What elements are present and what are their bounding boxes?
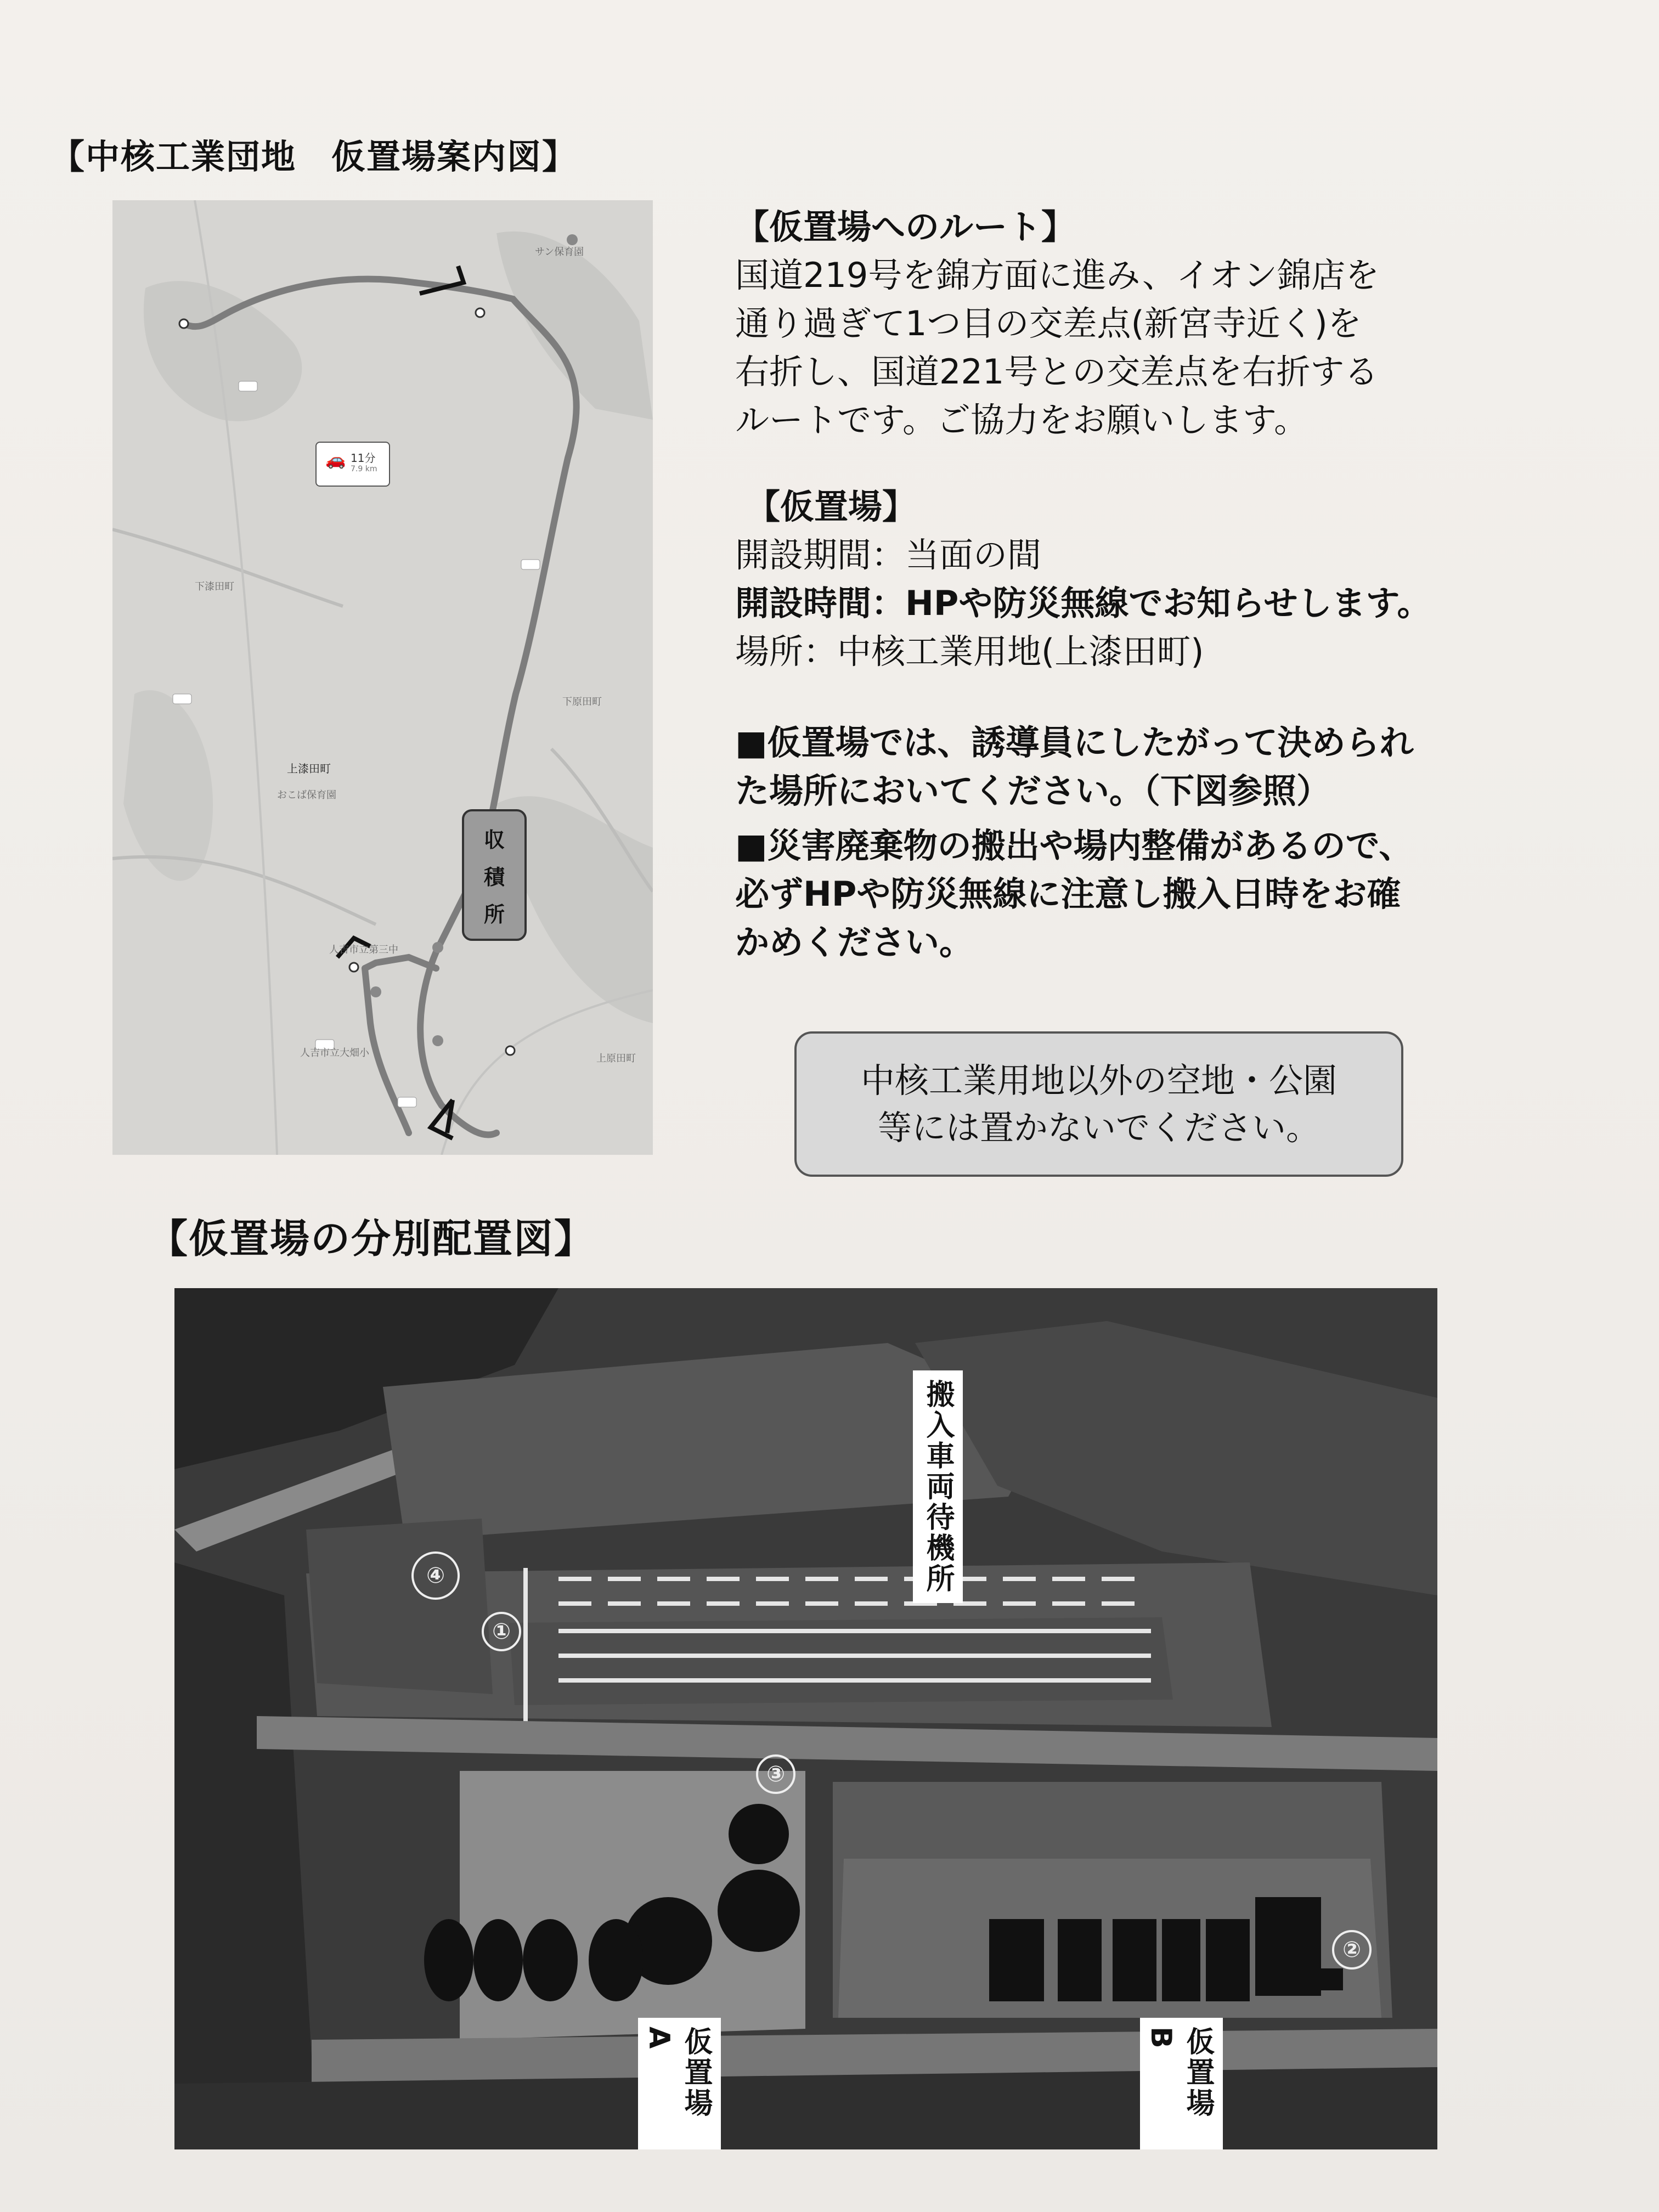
map-label-school3: 人吉市立第三中 bbox=[329, 944, 398, 956]
area-number-1: ① bbox=[482, 1612, 521, 1651]
waste-bin-circle bbox=[589, 1919, 644, 2001]
area-number-3: ③ bbox=[756, 1754, 795, 1794]
route-heading: 【仮置場へのルート】 bbox=[735, 207, 1076, 247]
map-label-shimourushida: 下漆田町 bbox=[195, 581, 234, 592]
waste-bin-rect bbox=[1113, 1919, 1156, 2001]
map-label-shimoharada: 下原田町 bbox=[562, 696, 602, 708]
travel-distance: 7.9 km bbox=[351, 465, 377, 473]
note1-line2: た場所においてください。（下図参照） bbox=[735, 771, 1331, 811]
aerial-layout-photo bbox=[174, 1288, 1437, 2149]
site-heading: 【仮置場】 bbox=[746, 487, 917, 527]
open-hours: 開設時間：HPや防災無線でお知らせします。 bbox=[735, 583, 1431, 623]
map-label-okoba: おこば保育園 bbox=[277, 789, 336, 801]
car-icon: 🚗 bbox=[325, 450, 346, 470]
note2-line3: かめください。 bbox=[735, 922, 974, 962]
route-line: 国道219号を錦方面に進み、イオン錦店を bbox=[735, 255, 1380, 295]
map-label-sanshi: サン保育園 bbox=[535, 246, 584, 258]
waste-bin-circle bbox=[729, 1804, 789, 1864]
note1-line1: ■仮置場では、誘導員にしたがって決められ bbox=[735, 723, 1414, 763]
waiting-area-label: 搬入車両待機所 bbox=[913, 1370, 963, 1603]
route-line: ルートです。ご協力をお願いします。 bbox=[735, 400, 1308, 440]
travel-time: 11分 bbox=[351, 452, 376, 465]
site-location: 場所：中核工業用地(上漆田町) bbox=[735, 631, 1204, 672]
site-b-label: 仮置場B bbox=[1140, 2018, 1223, 2149]
waste-bin-rect bbox=[1321, 1968, 1343, 1990]
area-number-4: ④ bbox=[411, 1551, 460, 1600]
note2-line2: 必ずHPや防災無線に注意し搬入日時をお確 bbox=[735, 874, 1401, 914]
collection-point-marker bbox=[462, 809, 527, 941]
site-info bbox=[735, 483, 1558, 676]
collection-char: 収 bbox=[483, 827, 505, 852]
map-drawing bbox=[112, 200, 653, 1155]
waste-bin-rect bbox=[1058, 1919, 1102, 2001]
open-period: 開設期間：当面の間 bbox=[735, 535, 1042, 575]
note2-line1: ■災害廃棄物の搬出や場内整備があるので、 bbox=[735, 826, 1413, 866]
route-line: 通り過ぎて1つ目の交差点(新宮寺近く)を bbox=[735, 303, 1362, 343]
travel-time-bubble bbox=[315, 442, 390, 487]
waste-bin-circle bbox=[424, 1919, 473, 2001]
waste-bin-rect bbox=[989, 1919, 1044, 2001]
waste-bin-circle bbox=[718, 1870, 800, 1952]
layout-section-title: 【仮置場の分別配置図】 bbox=[148, 1216, 595, 1262]
route-map bbox=[112, 200, 653, 1155]
map-label-kamiurushida: 上漆田町 bbox=[287, 762, 331, 775]
notice-line1: 中核工業用地以外の空地・公園 bbox=[860, 1060, 1337, 1101]
notice-line2: 等には置かないでください。 bbox=[877, 1107, 1320, 1148]
waste-bin-rect bbox=[1255, 1897, 1321, 1996]
notes bbox=[735, 719, 1558, 973]
notice-box bbox=[794, 1031, 1403, 1177]
map-section-title: 【中核工業団地 仮置場案内図】 bbox=[50, 137, 578, 177]
collection-char: 積 bbox=[483, 865, 505, 889]
collection-char: 所 bbox=[483, 902, 505, 927]
aerial-drawing bbox=[174, 1288, 1437, 2149]
waste-bin-rect bbox=[1206, 1919, 1250, 2001]
site-a-label: 仮置場A bbox=[638, 2018, 721, 2149]
route-description bbox=[735, 203, 1558, 444]
area-number-2: ② bbox=[1332, 1930, 1372, 1970]
map-label-school-ohata: 人吉市立大畑小 bbox=[300, 1047, 369, 1059]
route-line: 右折し、国道221号との交差点を右折する bbox=[735, 352, 1379, 392]
waste-bin-circle bbox=[473, 1919, 523, 2001]
map-label-kamiharada: 上原田町 bbox=[596, 1053, 636, 1064]
waste-bin-rect bbox=[1162, 1919, 1200, 2001]
waste-bin-circle bbox=[523, 1919, 578, 2001]
